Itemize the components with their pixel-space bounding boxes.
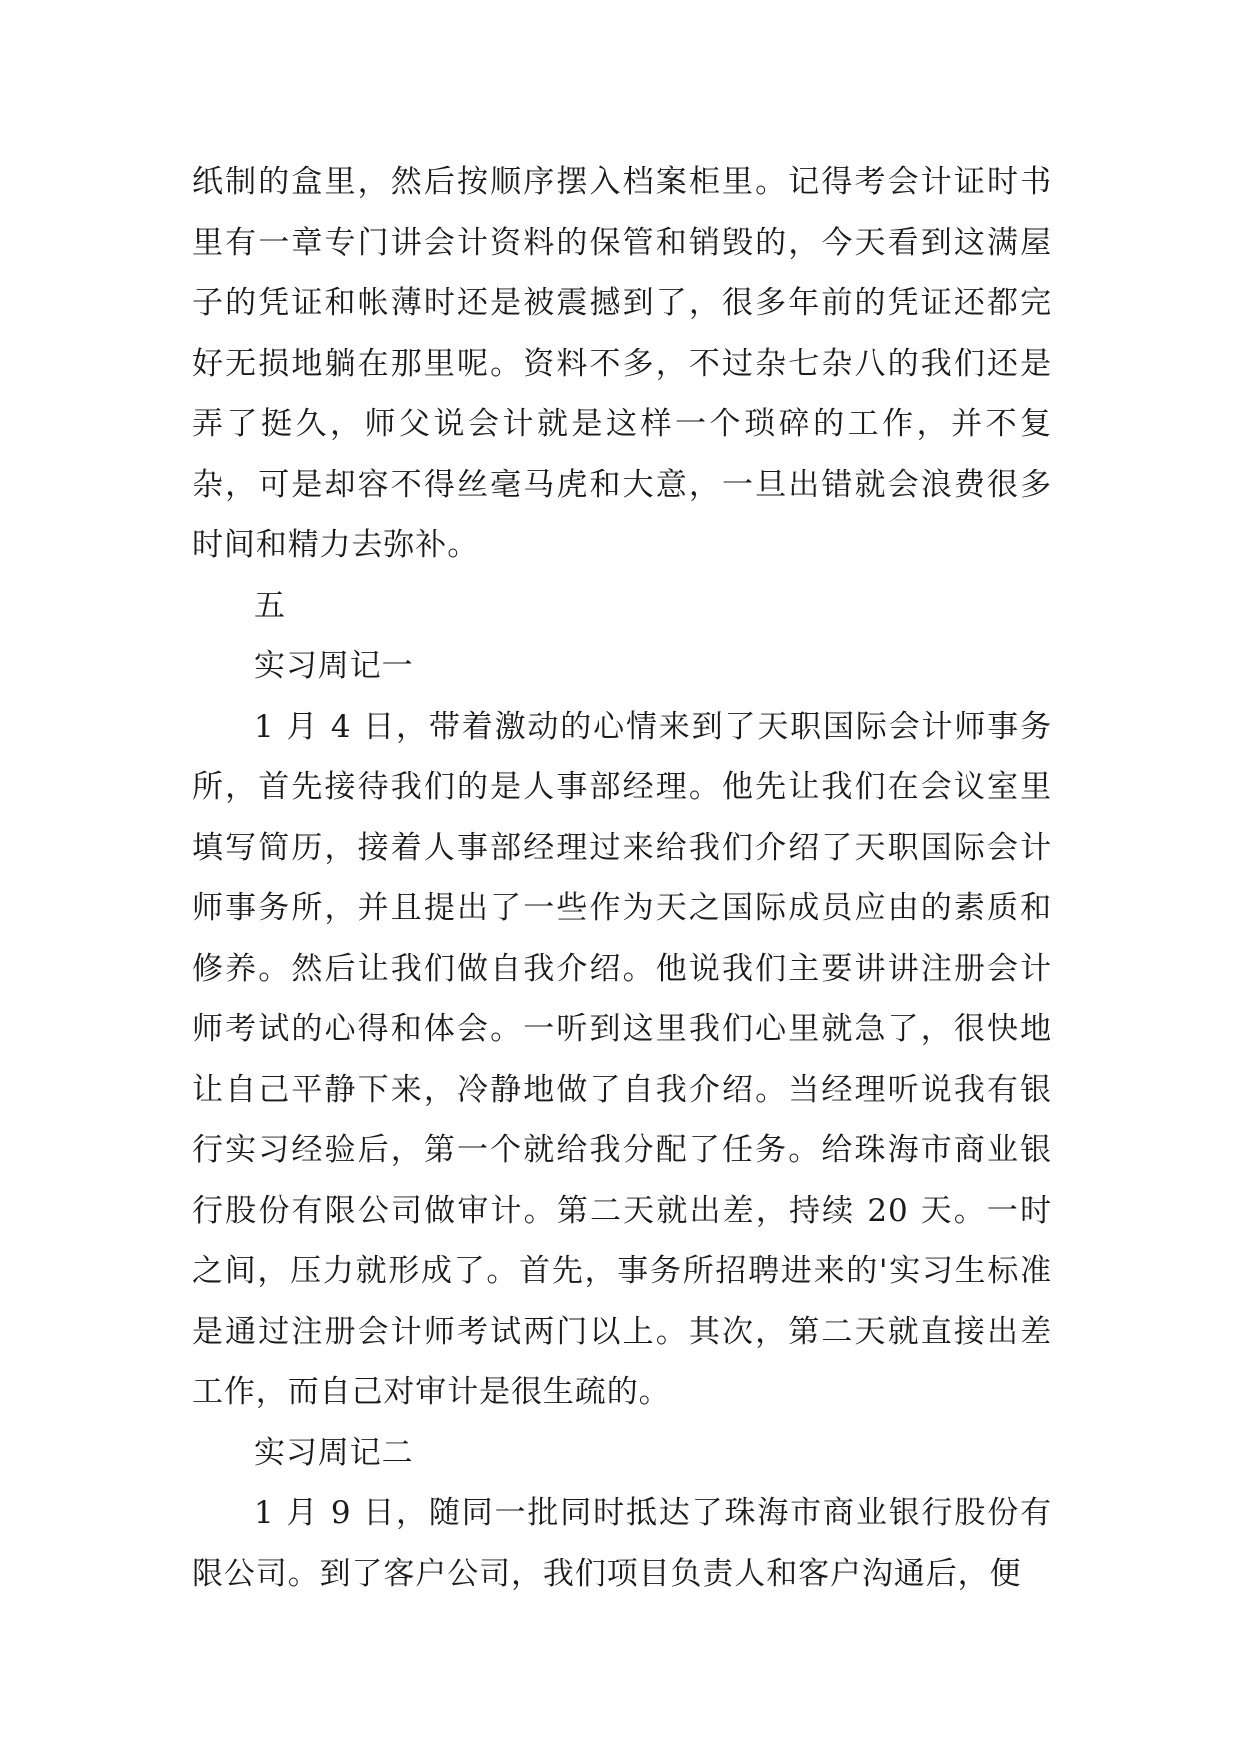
paragraph-archive-continued: 纸制的盒里，然后按顺序摆入档案柜里。记得考会计证时书里有一章专门讲会计资料的保管和销毁的，今天看到这满屋子的凭证和帐薄时还是被震撼到了，很多年前的凭证还都完好无损地躺在那里呢。资料不多，不过杂七杂八的我们还是弄了挺久，师父说会计就是这样一个琐碎的工作，并不复杂，可是却容不得丝毫马虎和大意，一旦出错就会浪费很多时间和精力去弥补。	[192, 164, 1052, 563]
section-heading-week-one: 实习周记一	[254, 648, 414, 684]
section-number: 五	[254, 587, 286, 624]
paragraph-week-two: 1 月 9 日，随同一批同时抵达了珠海市商业银行股份有限公司。到了客户公司，我们项目负责人和客户沟通后，便	[192, 1495, 1052, 1592]
section-heading-week-two: 实习周记二	[254, 1434, 414, 1471]
paragraph-week-one: 1 月 4 日，带着激动的心情来到了天职国际会计师事务所，首先接待我们的是人事部经理。他先让我们在会议室里填写简历，接着人事部经理过来给我们介绍了天职国际会计师事务所，并且提出了一些作为天之国际成员应由的素质和修养。然后让我们做自我介绍。他说我们主要讲讲注册会计师考试的心得和体会。一听到这里我们心里就急了，很快地让自己平静下来，冷静地做了自我介绍。当经理听说我有银行实习经验后，第一个就给我分配了任务。给珠海市商业银行股份有限公司做审计。第二天就出差，持续 20 天。一时之间，压力就形成了。首先，事务所招聘进来的'实习生标准是通过注册会计师考试两门以上。其次，第二天就直接出差工作，而自己对审计是很生疏的。	[192, 708, 1052, 1410]
document-body	[192, 152, 1052, 1604]
